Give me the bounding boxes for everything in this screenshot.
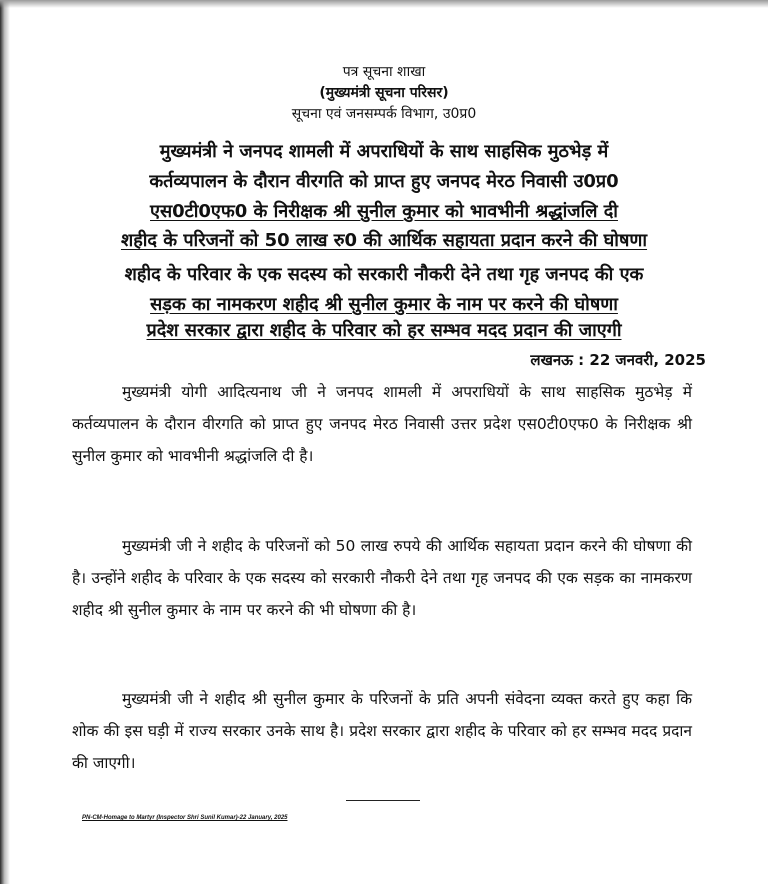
organization-name: (मुख्यमंत्री सूचना परिसर) — [319, 85, 449, 101]
headline-line: मुख्यमंत्री ने जनपद शामली में अपराधियों के साथ साहसिक मुठभेड़ में — [159, 141, 609, 162]
body-paragraph-1: मुख्यमंत्री योगी आदित्यनाथ जी ने जनपद शामली में अपराधियों के साथ साहसिक मुठभेड़ में कर्तव्यपालन के दौरान वीरगति को प्राप्त हुए जनपद मेरठ निवासी उत्तर प्रदेश एस0टी0एफ0 के निरीक्षक श्री सुनील कुमार को भावभीनी श्रद्धांजलि दी है। — [72, 383, 692, 465]
subheadline-line: शहीद के परिवार के एक सदस्य को सरकारी नौकरी देने तथा गृह जनपद की एक — [124, 264, 644, 285]
department-name: सूचना एवं जनसम्पर्क विभाग, उ0प्र0 — [291, 106, 477, 122]
main-headline — [60, 137, 708, 227]
scan-shadow-top — [0, 0, 768, 8]
end-divider — [346, 800, 420, 801]
scan-shadow-left — [0, 0, 10, 884]
body-paragraph-3: मुख्यमंत्री जी ने शहीद श्री सुनील कुमार के परिजनों के प्रति अपनी संवेदना व्यक्त करते हुए कहा कि शोक की इस घड़ी में राज्य सरकार उनके साथ है। प्रदेश सरकार द्वारा शहीद के परिवार को हर सम्भव मदद प्रदान की जाएगी। — [72, 690, 692, 772]
dateline: लखनऊ : 22 जनवरी, 2025 — [530, 351, 706, 369]
document-reference: PN-CM-Homage to Martyr (Inspector Shri Sunil Kumar)-22 January, 2025 — [82, 815, 288, 821]
headline-line: कर्तव्यपालन के दौरान वीरगति को प्राप्त हुए जनपद मेरठ निवासी उ0प्र0 — [149, 171, 619, 192]
subheadline-job-road — [60, 260, 708, 320]
subheadline-compensation: शहीद के परिजनों को 50 लाख रु0 की आर्थिक सहायता प्रदान करने की घोषणा — [120, 230, 648, 251]
body-paragraph-2: मुख्यमंत्री जी ने शहीद के परिजनों को 50 लाख रुपये की आर्थिक सहायता प्रदान करने की घोषणा की है। उन्होंने शहीद के परिवार के एक सदस्य को सरकारी नौकरी देने तथा गृह जनपद की एक सड़क का नामकरण शहीद श्री सुनील कुमार के नाम पर करने की भी घोषणा की है। — [72, 537, 692, 619]
headline-line: एस0टी0एफ0 के निरीक्षक श्री सुनील कुमार को भावभीनी श्रद्धांजलि दी — [150, 201, 618, 222]
branch-name: पत्र सूचना शाखा — [342, 64, 426, 80]
letterhead — [0, 62, 768, 125]
subheadline-line: सड़क का नामकरण शहीद श्री सुनील कुमार के नाम पर करने की घोषणा — [150, 294, 618, 315]
subheadline-support: प्रदेश सरकार द्वारा शहीद के परिवार को हर सम्भव मदद प्रदान की जाएगी — [146, 320, 622, 341]
